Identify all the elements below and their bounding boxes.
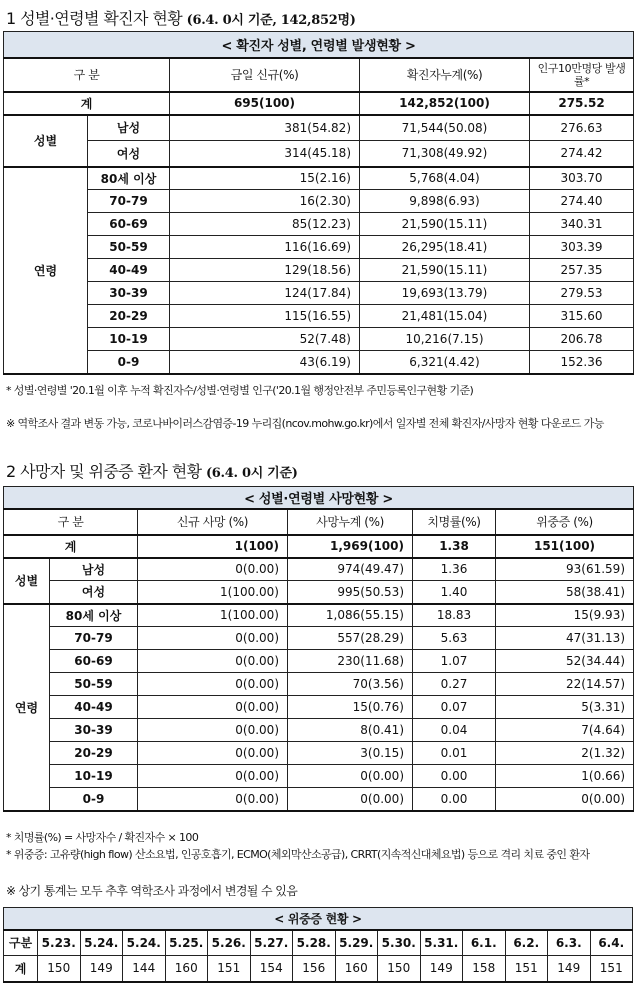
row-label: 40-49 [50,696,138,719]
cell: 1(100.00) [138,581,288,604]
date-cell: 6.4. [590,930,633,956]
section2-note-1: * 치명률(%) = 사망자수 / 확진자수 × 100 [6,831,199,844]
cell: 0(0.00) [138,742,288,765]
cell: 1,086(55.15) [288,604,413,627]
table-row [4,581,634,604]
table2-header-new-deaths: 신규 사망 (%) [138,509,288,535]
section1-heading-sub: (6.4. 0시 기준, 142,852명) [186,13,356,28]
cell: 1.40 [413,581,496,604]
row-header: 구분 [4,930,38,956]
row-label: 10-19 [88,328,170,351]
table2-header-critical: 위중증 (%) [496,509,634,535]
cell: 2(1.32) [496,742,634,765]
value-cell: 154 [250,956,293,982]
cell: 52(7.48) [170,328,360,351]
date-cell: 6.1. [463,930,506,956]
table-row [4,742,634,765]
value-cell: 158 [463,956,506,982]
confirmed-cases-table [3,31,634,375]
date-cell: 5.31. [420,930,463,956]
date-cell: 5.24. [80,930,123,956]
section2-note-2: * 위중증: 고유량(high flow) 산소요법, 인공호흡기, ECMO(체외막산소공급), CRRT(지속적신대체요법) 등으로 격리 치료 중인 환자 [6,848,590,861]
table1-caption: < 확진자 성별, 연령별 발생현황 > [4,32,634,58]
cell: 274.40 [530,190,634,213]
cell: 52(34.44) [496,650,634,673]
row-label: 50-59 [50,673,138,696]
cell: 151(100) [496,535,634,558]
date-cell: 5.29. [335,930,378,956]
table3-value-row [4,956,633,982]
cell: 0(0.00) [138,765,288,788]
cell: 43(6.19) [170,351,360,374]
cell: 15(9.93) [496,604,634,627]
value-cell: 151 [590,956,633,982]
cell: 0.00 [413,765,496,788]
cell: 995(50.53) [288,581,413,604]
cell: 279.53 [530,282,634,305]
row-label: 남성 [50,558,138,581]
cell: 0(0.00) [288,765,413,788]
row-label: 계 [4,535,138,558]
cell: 0.07 [413,696,496,719]
table2-total-row [4,535,634,558]
cell: 8(0.41) [288,719,413,742]
cell: 0.04 [413,719,496,742]
table-row [4,259,634,282]
cell: 381(54.82) [170,115,360,141]
value-cell: 144 [123,956,166,982]
table-row [4,236,634,259]
cell: 5.63 [413,627,496,650]
cell: 0(0.00) [138,788,288,811]
date-cell: 5.28. [293,930,336,956]
cell: 85(12.23) [170,213,360,236]
cell: 257.35 [530,259,634,282]
table-row [4,190,634,213]
cell: 15(2.16) [170,167,360,190]
row-label: 50-59 [88,236,170,259]
cell: 71,544(50.08) [360,115,530,141]
critical-cases-table [3,907,633,983]
cell: 0(0.00) [496,788,634,811]
value-cell: 160 [165,956,208,982]
value-cell: 149 [548,956,591,982]
row-label: 20-29 [88,305,170,328]
value-cell: 150 [38,956,81,982]
cell: 0(0.00) [138,650,288,673]
row-label: 60-69 [50,650,138,673]
cell: 129(18.56) [170,259,360,282]
date-cell: 5.30. [378,930,421,956]
row-label: 60-69 [88,213,170,236]
cell: 0.01 [413,742,496,765]
cell: 1(100.00) [138,604,288,627]
cell: 275.52 [530,92,634,115]
section1-note-1: * 성별·연령별 '20.1월 이후 누적 확진자수/성별·연령별 인구('20.1월 행정안전부 주민등록인구현황 기준) [6,384,474,397]
group-label-age: 연령 [4,604,50,811]
cell: 70(3.56) [288,673,413,696]
table-row [4,627,634,650]
cell: 26,295(18.41) [360,236,530,259]
cell: 5(3.31) [496,696,634,719]
cell: 276.63 [530,115,634,141]
section2-heading-title: 2 사망자 및 위중증 환자 현황 [6,462,202,481]
table3-caption: < 위중증 현황 > [4,908,633,930]
cell: 3(0.15) [288,742,413,765]
cell: 152.36 [530,351,634,374]
group-label-gender: 성별 [4,558,50,604]
table2-header-category: 구 분 [4,509,138,535]
cell: 206.78 [530,328,634,351]
cell: 1,969(100) [288,535,413,558]
cell: 314(45.18) [170,141,360,167]
section2-heading [6,459,298,482]
table2-caption: < 성별·연령별 사망현황 > [4,487,634,509]
section2-note-3: ※ 상기 통계는 모두 추후 역학조사 과정에서 변경될 수 있음 [6,884,298,898]
cell: 1.07 [413,650,496,673]
cell: 5,768(4.04) [360,167,530,190]
cell: 15(0.76) [288,696,413,719]
table-row [4,115,634,141]
cell: 0(0.00) [138,673,288,696]
table-row [4,673,634,696]
cell: 0.27 [413,673,496,696]
row-label: 여성 [50,581,138,604]
table-row [4,719,634,742]
cell: 1.36 [413,558,496,581]
table-row [4,650,634,673]
table-row [4,558,634,581]
cell: 0(0.00) [138,719,288,742]
cell: 71,308(49.92) [360,141,530,167]
row-label: 80세 이상 [88,167,170,190]
date-cell: 6.3. [548,930,591,956]
date-cell: 5.27. [250,930,293,956]
table-row [4,141,634,167]
value-cell: 150 [378,956,421,982]
table-row [4,604,634,627]
row-label: 20-29 [50,742,138,765]
cell: 22(14.57) [496,673,634,696]
value-cell: 160 [335,956,378,982]
row-label: 40-49 [88,259,170,282]
cell: 274.42 [530,141,634,167]
value-cell: 149 [80,956,123,982]
table-row [4,167,634,190]
section1-heading-title: 1 성별·연령별 확진자 현황 [6,9,183,28]
cell: 6,321(4.42) [360,351,530,374]
table1-header-new: 금일 신규(%) [170,58,360,92]
section1-heading [6,6,356,29]
value-cell: 151 [208,956,251,982]
cell: 116(16.69) [170,236,360,259]
cell: 303.39 [530,236,634,259]
cell: 124(17.84) [170,282,360,305]
table2-header-fatality: 치명률(%) [413,509,496,535]
cell: 1.38 [413,535,496,558]
cell: 303.70 [530,167,634,190]
cell: 0(0.00) [288,788,413,811]
group-label-gender: 성별 [4,115,88,167]
cell: 1(100) [138,535,288,558]
value-cell: 151 [505,956,548,982]
row-label: 계 [4,956,38,982]
cell: 315.60 [530,305,634,328]
date-cell: 5.25. [165,930,208,956]
section1-note-2: ※ 역학조사 결과 변동 가능, 코로나바이러스감염증-19 누리집(ncov.mohw.go.kr)에서 일자별 전체 확진자/사망자 현황 다운로드 가능 [6,417,604,430]
cell: 695(100) [170,92,360,115]
cell: 142,852(100) [360,92,530,115]
cell: 9,898(6.93) [360,190,530,213]
date-cell: 5.23. [38,930,81,956]
table-row [4,282,634,305]
cell: 21,481(15.04) [360,305,530,328]
table-row [4,305,634,328]
row-label: 계 [4,92,170,115]
date-cell: 5.26. [208,930,251,956]
table1-header-rate: 인구10만명당 발생률* [530,58,634,92]
table-row [4,328,634,351]
row-label: 남성 [88,115,170,141]
row-label: 70-79 [50,627,138,650]
cell: 0.00 [413,788,496,811]
cell: 18.83 [413,604,496,627]
row-label: 10-19 [50,765,138,788]
row-label: 80세 이상 [50,604,138,627]
table-row [4,696,634,719]
date-cell: 6.2. [505,930,548,956]
row-label: 30-39 [88,282,170,305]
table-row [4,213,634,236]
cell: 340.31 [530,213,634,236]
cell: 10,216(7.15) [360,328,530,351]
cell: 16(2.30) [170,190,360,213]
cell: 7(4.64) [496,719,634,742]
table1-total-row [4,92,634,115]
table-row [4,765,634,788]
row-label: 30-39 [50,719,138,742]
cell: 115(16.55) [170,305,360,328]
cell: 230(11.68) [288,650,413,673]
row-label: 0-9 [88,351,170,374]
cell: 0(0.00) [138,558,288,581]
cell: 19,693(13.79) [360,282,530,305]
group-label-age: 연령 [4,167,88,374]
cell: 21,590(15.11) [360,213,530,236]
cell: 0(0.00) [138,627,288,650]
deaths-table [3,486,634,812]
table-row [4,351,634,374]
cell: 1(0.66) [496,765,634,788]
value-cell: 156 [293,956,336,982]
table2-header-cumulative-deaths: 사망누계 (%) [288,509,413,535]
section2-heading-sub: (6.4. 0시 기준) [205,466,298,481]
cell: 974(49.47) [288,558,413,581]
table1-header-cumulative: 확진자누계(%) [360,58,530,92]
cell: 93(61.59) [496,558,634,581]
date-cell: 5.24. [123,930,166,956]
table-row [4,788,634,811]
cell: 557(28.29) [288,627,413,650]
cell: 47(31.13) [496,627,634,650]
row-label: 70-79 [88,190,170,213]
cell: 58(38.41) [496,581,634,604]
table3-date-row [4,930,633,956]
value-cell: 149 [420,956,463,982]
table1-header-category: 구 분 [4,58,170,92]
cell: 0(0.00) [138,696,288,719]
cell: 21,590(15.11) [360,259,530,282]
row-label: 여성 [88,141,170,167]
row-label: 0-9 [50,788,138,811]
